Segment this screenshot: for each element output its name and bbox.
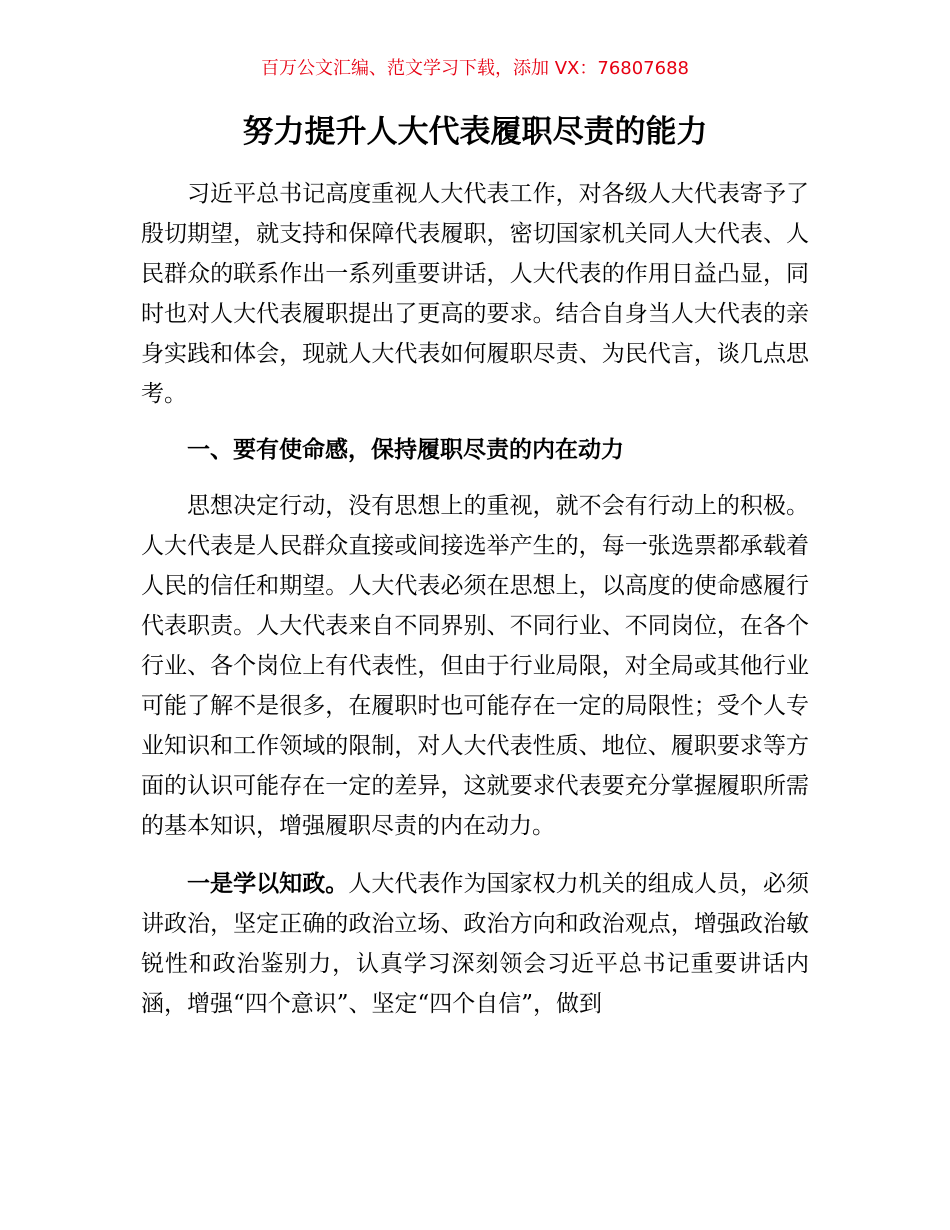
section-1-paragraph: 思想决定行动，没有思想上的重视，就不会有行动上的积极。人大代表是人民群众直接或间接选举产生的，每一张选票都承载着人民的信任和期望。人大代表必须在思想上，以高度的使命感履行代表职责。人大代表来自不同界别、不同行业、不同岗位，在各个行业、各个岗位上有代表性，但由于行业局限，对全局或其他行业可能了解不是很多，在履职时也可能存在一定的局限性；受个人专业知识和工作领域的限制，对人大代表性质、地位、履职要求等方面的认识可能存在一定的差异，这就要求代表要充分掌握履职所需的基本知识，增强履职尽责的内在动力。 bbox=[141, 493, 809, 839]
section-1-heading: 一、要有使命感，保持履职尽责的内在动力 bbox=[187, 437, 624, 463]
point-1-lead: 一是学以知政。 bbox=[187, 871, 349, 897]
document-title: 努力提升人大代表履职尽责的能力 bbox=[242, 114, 708, 150]
point-1-paragraph bbox=[141, 864, 809, 1024]
point-1-body: 人大代表作为国家权力机关的组成人员，必须讲政治，坚定正确的政治立场、政治方向和政治观点，增强政治敏锐性和政治鉴别力，认真学习深刻领会习近平总书记重要讲话内涵，增强“四个意识”、坚定“四个自信”，做到 bbox=[141, 871, 810, 1017]
intro-paragraph: 习近平总书记高度重视人大代表工作，对各级人大代表寄予了殷切期望，就支持和保障代表履职，密切国家机关同人大代表、人民群众的联系作出一系列重要讲话，人大代表的作用日益凸显，同时也对人大代表履职提出了更高的要求。结合自身当人大代表的亲身实践和体会，现就人大代表如何履职尽责、为民代言，谈几点思考。 bbox=[141, 181, 809, 407]
header-promo-note: 百万公文汇编、范文学习下载，添加 VX：76807688 bbox=[261, 58, 689, 79]
document-body bbox=[141, 174, 809, 1024]
